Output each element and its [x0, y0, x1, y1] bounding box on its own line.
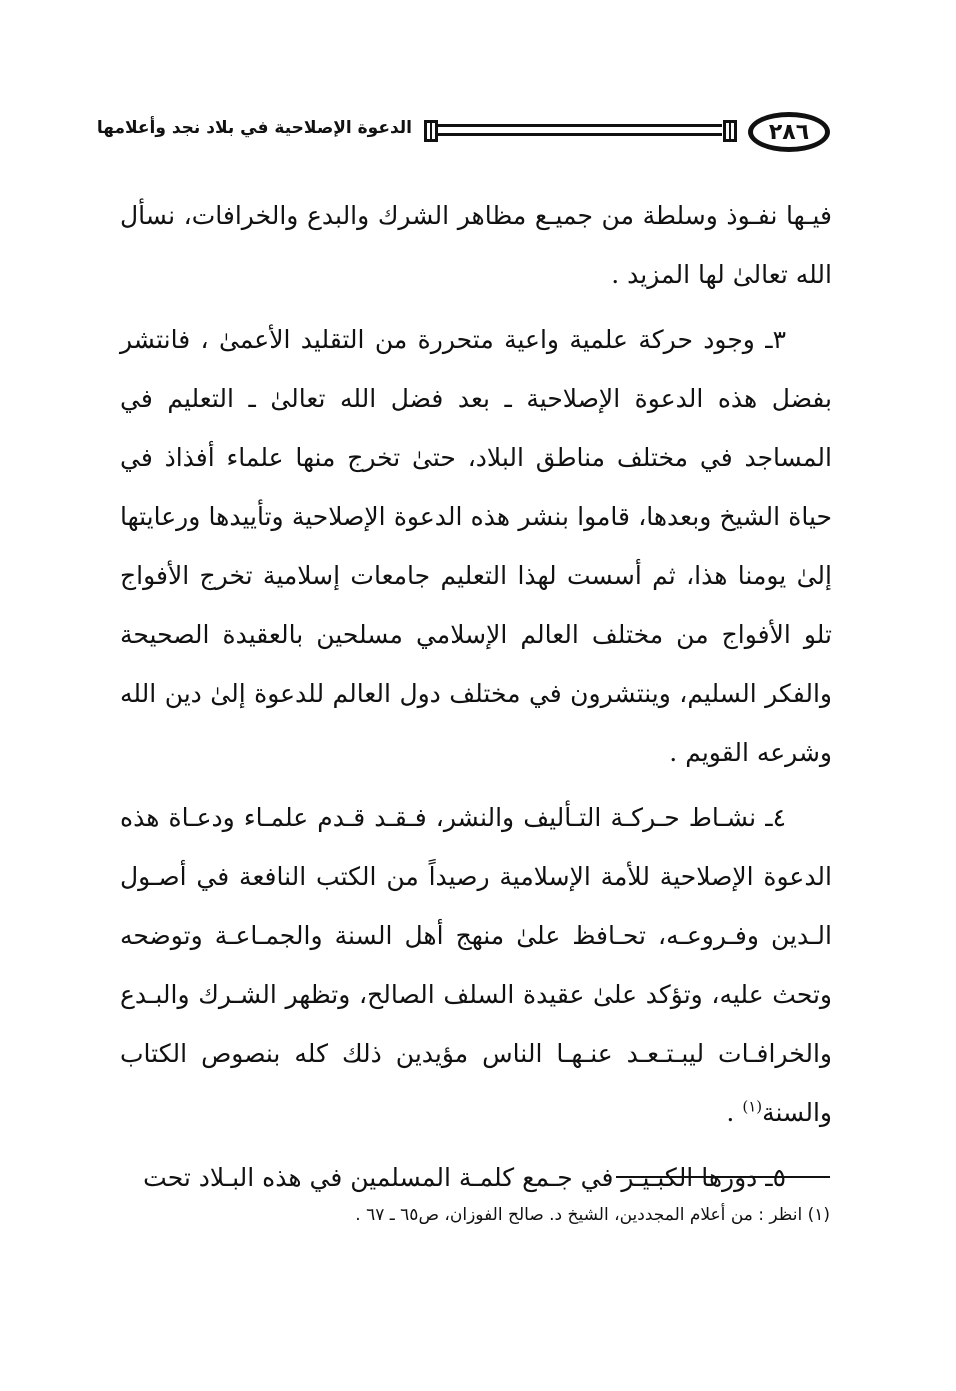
running-title: الدعوة الإصلاحية في بلاد نجد وأعلامها [96, 118, 412, 138]
header-double-rule [438, 124, 722, 136]
footnote-reference: (١) [742, 1097, 763, 1116]
page-header [96, 110, 830, 158]
paragraph-continued: فيـها نفـوذ وسلطة من جميـع مظاهر الشرك والبدع والخرافات، نسأل الله تعالىٰ لها المزيد . [120, 201, 832, 289]
paragraph-point-3: ٣ـ وجود حركة علمية واعية متحررة من التقليد الأعمىٰ ، فانتشر بفضل هذه الدعوة الإصلاحية ـ بعد فضل الله تعالىٰ ـ التعليم في المساجد في مختلف مناطق البلاد، حتىٰ تخرج منها علماء أفذاذ في حياة الشيخ وبعدها، قاموا بنشر هذه الدعوة الإصلاحية وتأييدها ورعايتها إلىٰ يومنا هذا، ثم أسست لهذا التعليم جامعات إسلامية تخرج الأفواج تلو الأفواج من مختلف العالم الإسلامي مسلحين بالعقيدة الصحيحة والفكر السليم، وينتشرون في مختلف دول العالم للدعوة إلىٰ دين الله وشرعه القويم . [120, 325, 832, 767]
paragraph-point-5: ٥ـ دورها الكبـيـر في جـمع كلمـة المسلمين في هذه البـلاد تحت [143, 1163, 786, 1192]
page-number: ٢٨٦ [748, 112, 830, 152]
paragraph-point-4-end: . [726, 1098, 743, 1127]
footnote-separator [616, 1176, 830, 1178]
header-ornament-right [723, 120, 737, 142]
main-text [120, 186, 832, 1213]
paragraph-point-4-text: ٤ـ نشـاط حـركـة التـأليف والنشر، فـقـد قـدم علمـاء ودعـاة هذه الدعوة الإصلاحية للأمة الإسلامية رصيداً من الكتب النافعة في أصـول الـدين وفـروعـه، تحـافظ علىٰ منهج أهل السنة والجمـاعـة وتوضحه وتحث عليه، وتؤكد علىٰ عقيدة السلف الصالح، وتظهر الشـرك والبـدع والخرافـات ليبـتـعـد عنـهـا الناس مؤيدين ذلك كله بنصوص الكتاب والسنة [120, 803, 833, 1127]
paragraph-point-4 [120, 788, 832, 1142]
footnote: (١) انظر : من أعلام المجددين، الشيخ د. صالح الفوزان، ص٦٥ ـ ٦٧ . [355, 1205, 830, 1225]
header-ornament-left [424, 120, 438, 142]
